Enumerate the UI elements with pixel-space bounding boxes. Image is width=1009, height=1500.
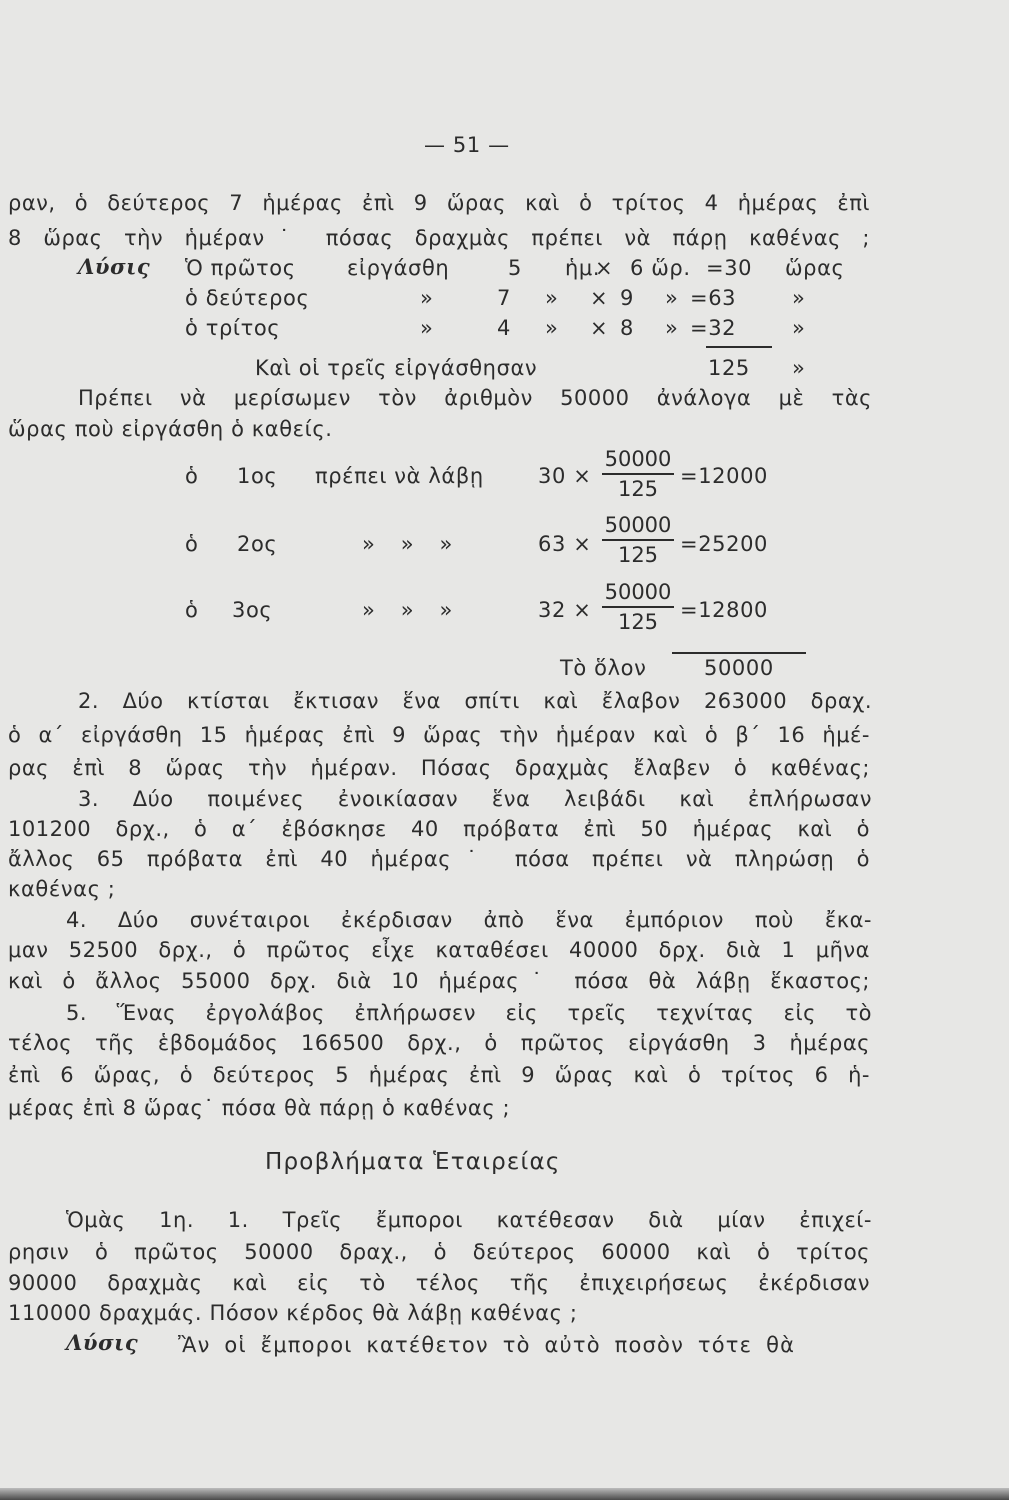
row-hours-unit: »: [665, 316, 679, 340]
text-line: 4. Δύο συνέταιροι ἐκέρδισαν ἀπὸ ἕνα ἐμπόριον ποὺ ἔκα-: [66, 908, 872, 932]
total-unit: »: [792, 356, 806, 380]
numerator: 50000: [604, 580, 672, 604]
share-text: » » »: [362, 532, 453, 556]
times-sign: ×: [590, 316, 609, 340]
text-line: 110000 δραχμάς. Πόσον κέρδος θὰ λάβῃ καθένας ;: [8, 1301, 578, 1325]
share-article: ὁ: [185, 532, 199, 556]
row-days: 4: [497, 316, 511, 340]
numerator: 50000: [604, 447, 672, 471]
share-result: =25200: [680, 532, 768, 556]
text-line: καθένας ;: [8, 877, 116, 901]
times-sign: ×: [595, 256, 614, 280]
text-line: τέλος τῆς ἑβδομάδος 166500 δρχ., ὁ πρῶτος εἰργάσθη 3 ἡμέρας: [8, 1031, 870, 1055]
text-line: μέρας ἐπὶ 8 ὥρας˙ πόσα θὰ πάρῃ ὁ καθένας ;: [8, 1096, 511, 1120]
text-line: 8 ὥρας τὴν ἡμέραν˙ πόσας δραχμὰς πρέπει νὰ πάρῃ καθένας ;: [8, 226, 870, 250]
section-title: Προβλήματα Ἑταιρείας: [265, 1149, 561, 1175]
row-days-unit: ἡμ.: [565, 256, 601, 280]
total-text: Καὶ οἱ τρεῖς εἰργάσθησαν: [255, 356, 538, 380]
row-verb: εἰργάσθη: [347, 256, 450, 280]
share-ordinal: 1ος: [237, 464, 278, 488]
row-unit: »: [792, 286, 806, 310]
sum-label: Τὸ ὅλον: [560, 656, 647, 680]
fraction-bar: [602, 539, 674, 541]
text-line: καὶ ὁ ἄλλος 55000 δρχ. διὰ 10 ἡμέρας˙ πόσα θὰ λάβῃ ἕκαστος;: [8, 969, 870, 993]
row-days: 7: [497, 286, 511, 310]
row-eq: =30: [706, 256, 753, 280]
row-days-unit: »: [545, 316, 559, 340]
text-line: 2. Δύο κτίσται ἔκτισαν ἕνα σπίτι καὶ ἔλαβον 263000 δραχ.: [78, 689, 872, 713]
row-days: 5: [508, 256, 522, 280]
sum-rule: [706, 346, 772, 348]
text-line: ρας ἐπὶ 8 ὥρας τὴν ἡμέραν. Πόσας δραχμὰς ἔλαβεν ὁ καθένας;: [8, 756, 870, 780]
text-line: Ὁμὰς 1η. 1. Τρεῖς ἔμποροι κατέθεσαν διὰ μίαν ἐπιχεί-: [66, 1208, 872, 1232]
fraction: [602, 513, 674, 567]
text-line: ρησιν ὁ πρῶτος 50000 δραχ., ὁ δεύτερος 60000 καὶ ὁ τρίτος: [8, 1240, 870, 1264]
text-line: ὥρας ποὺ εἰργάσθη ὁ καθείς.: [8, 417, 333, 441]
text-line: ἐπὶ 6 ὥρας, ὁ δεύτερος 5 ἡμέρας ἐπὶ 9 ὥρας καὶ ὁ τρίτος 6 ἡ-: [8, 1063, 870, 1087]
fraction-bar: [602, 473, 674, 475]
row-days-unit: »: [545, 286, 559, 310]
text-line: 5. Ἕνας ἐργολάβος ἐπλήρωσεν εἰς τρεῖς τεχνίτας εἰς τὸ: [66, 1001, 872, 1025]
sum-value: 50000: [704, 656, 774, 680]
denominator: 125: [617, 609, 659, 634]
text-line: 90000 δραχμὰς καὶ εἰς τὸ τέλος τῆς ἐπιχειρήσεως ἐκέρδισαν: [8, 1271, 870, 1295]
row-verb: »: [420, 316, 434, 340]
text-line: ὁ α΄ εἰργάσθη 15 ἡμέρας ἐπὶ 9 ὥρας τὴν ἡμέραν καὶ ὁ β΄ 16 ἡμέ-: [8, 723, 870, 747]
row-unit: ὥρας: [785, 256, 845, 280]
text-line: ἄλλος 65 πρόβατα ἐπὶ 40 ἡμέρας˙ πόσα πρέπει νὰ πληρώσῃ ὁ: [8, 847, 870, 871]
share-article: ὁ: [185, 598, 199, 622]
sum-rule: [672, 652, 806, 654]
share-text: πρέπει νὰ λάβῃ: [315, 464, 484, 488]
fraction: [602, 447, 674, 501]
share-ordinal: 2ος: [237, 532, 278, 556]
row-hours: 8: [620, 316, 634, 340]
row-who: Ὁ πρῶτος: [185, 256, 296, 280]
text-line: 101200 δρχ., ὁ α΄ ἐβόσκησε 40 πρόβατα ἐπὶ 50 ἡμέρας καὶ ὁ: [8, 817, 870, 841]
text-line: 3. Δύο ποιμένες ἐνοικίασαν ἕνα λειβάδι καὶ ἐπλήρωσαν: [78, 787, 872, 811]
row-unit: »: [792, 316, 806, 340]
share-factor: 32 ×: [538, 598, 592, 622]
page-number: — 51 —: [424, 133, 510, 157]
row-eq: =63: [690, 286, 737, 310]
share-text: » » »: [362, 598, 453, 622]
total-value: 125: [708, 356, 750, 380]
row-verb: »: [420, 286, 434, 310]
share-result: =12800: [680, 598, 768, 622]
share-factor: 30 ×: [538, 464, 592, 488]
row-eq: =32: [690, 316, 737, 340]
numerator: 50000: [604, 513, 672, 537]
times-sign: ×: [590, 286, 609, 310]
share-ordinal: 3ος: [232, 598, 273, 622]
row-who: ὁ δεύτερος: [185, 286, 310, 310]
row-hours: 9: [620, 286, 634, 310]
denominator: 125: [617, 542, 659, 567]
row-who: ὁ τρίτος: [185, 316, 281, 340]
page-edge: [0, 1488, 1009, 1500]
text-line: ραν, ὁ δεύτερος 7 ἡμέρας ἐπὶ 9 ὥρας καὶ ὁ τρίτος 4 ἡμέρας ἐπὶ: [8, 191, 870, 215]
share-factor: 63 ×: [538, 532, 592, 556]
share-article: ὁ: [185, 464, 199, 488]
row-hours-unit: »: [665, 286, 679, 310]
text-line: μαν 52500 δρχ., ὁ πρῶτος εἶχε καταθέσει 40000 δρχ. διὰ 1 μῆνα: [8, 938, 870, 962]
solution-label: Λύσις: [78, 254, 151, 279]
fraction: [602, 580, 674, 634]
row-hours: 6 ὥρ.: [630, 256, 691, 280]
share-result: =12000: [680, 464, 768, 488]
solution-label: Λύσις: [66, 1330, 139, 1355]
fraction-bar: [602, 606, 674, 608]
text-line: Πρέπει νὰ μερίσωμεν τὸν ἀριθμὸν 50000 ἀνάλογα μὲ τὰς: [78, 386, 872, 410]
text-line: Ἂν οἱ ἔμποροι κατέθετον τὸ αὐτὸ ποσὸν τότε θὰ: [178, 1333, 796, 1357]
denominator: 125: [617, 476, 659, 501]
